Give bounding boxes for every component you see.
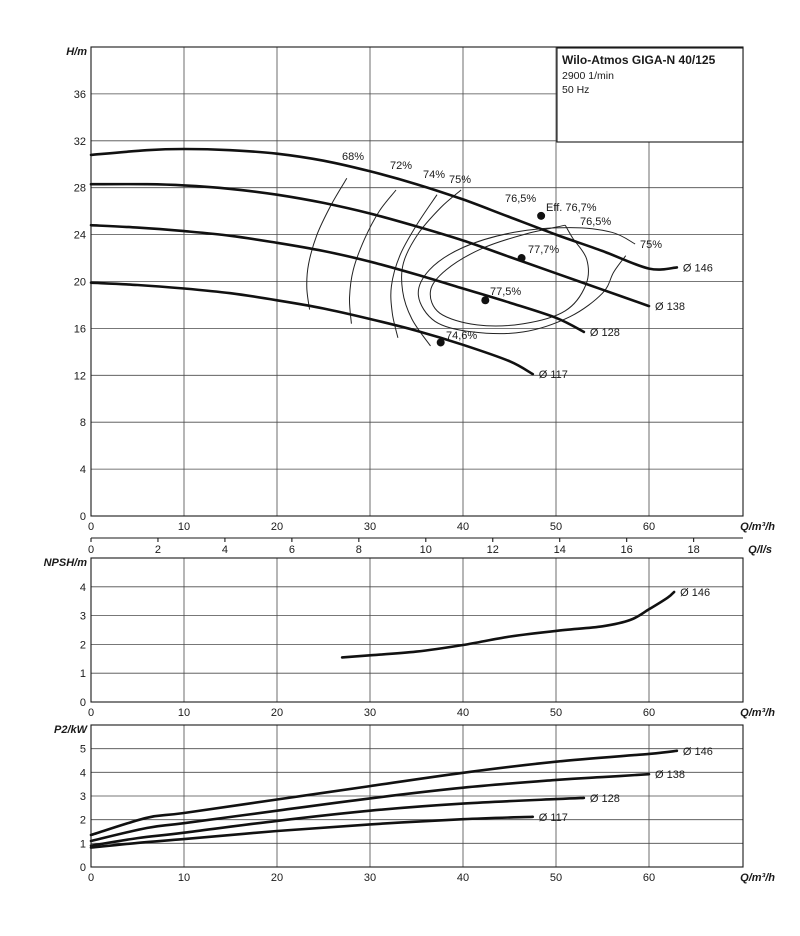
x-tick-label: 40 [456, 521, 470, 533]
y-tick-label: 32 [73, 135, 86, 148]
secondary-x-tick-label: 0 [87, 544, 95, 556]
curve-end-label: Ø 128 [589, 792, 620, 805]
y-tick-label: 0 [79, 862, 86, 874]
bep-marker [537, 212, 545, 220]
bep-marker-label: 74,6% [446, 330, 478, 342]
efficiency-label: 72% [390, 160, 413, 172]
y-tick-label: 0 [79, 697, 86, 709]
curve-end-label: Ø 146 [680, 586, 711, 599]
y-tick-label: 12 [73, 370, 86, 383]
x-axis-title: Q/m³/h [740, 872, 775, 884]
x-tick-label: 50 [549, 872, 563, 884]
secondary-x-tick-label: 12 [486, 544, 499, 556]
y-axis-title: P2/kW [53, 724, 87, 736]
impeller-curve [342, 592, 674, 657]
plot-frame [91, 558, 743, 702]
curve-end-label: Ø 146 [682, 262, 713, 275]
y-tick-label: 0 [79, 511, 86, 523]
pump-speed: 2900 1/min [562, 70, 614, 82]
curve-end-label: Ø 117 [538, 369, 568, 382]
bep-marker-label: 77,5% [490, 286, 522, 298]
x-tick-label: 30 [363, 707, 377, 719]
efficiency-label: 76,5% [580, 216, 612, 228]
secondary-x-tick-label: 2 [154, 544, 162, 556]
x-tick-label: 60 [642, 872, 656, 884]
y-tick-label: 2 [79, 814, 86, 827]
title-box [557, 48, 743, 142]
y-tick-label: 8 [79, 417, 86, 430]
secondary-x-tick-label: 6 [288, 544, 295, 556]
y-tick-label: 24 [73, 229, 86, 242]
y-axis-title: H/m [66, 46, 87, 58]
impeller-curve [91, 225, 584, 332]
efficiency-label: 75% [640, 239, 663, 251]
x-tick-label: 10 [177, 521, 191, 533]
npsh-panel [44, 557, 776, 719]
x-tick-label: 10 [177, 707, 191, 719]
curve-end-label: Ø 146 [682, 745, 713, 758]
y-tick-label: 16 [73, 323, 86, 336]
efficiency-label: 68% [342, 151, 365, 163]
y-axis-title: NPSH/m [43, 557, 87, 569]
curve-end-label: Ø 117 [538, 811, 568, 824]
x-tick-label: 0 [87, 707, 95, 719]
x-tick-label: 60 [642, 521, 656, 533]
x-tick-label: 40 [456, 872, 470, 884]
efficiency-label: 75% [449, 174, 472, 186]
secondary-x-tick-label: 14 [553, 544, 566, 556]
x-tick-label: 30 [363, 521, 377, 533]
bep-marker-label: Eff. 76,7% [546, 202, 597, 214]
x-tick-label: 0 [87, 521, 95, 533]
secondary-x-tick-label: 16 [620, 544, 633, 556]
y-tick-label: 4 [79, 464, 86, 477]
y-tick-label: 20 [73, 276, 86, 289]
y-tick-label: 28 [73, 182, 86, 195]
y-tick-label: 4 [79, 581, 86, 594]
x-axis-title: Q/m³/h [740, 707, 775, 719]
efficiency-curve [391, 195, 437, 338]
y-tick-label: 5 [79, 743, 86, 756]
x-axis-title: Q/m³/h [740, 521, 775, 533]
x-tick-label: 0 [87, 872, 95, 884]
x-tick-label: 50 [549, 521, 563, 533]
y-tick-label: 2 [79, 639, 86, 652]
curve-end-label: Ø 138 [655, 769, 685, 782]
impeller-curve [91, 798, 584, 846]
pump-title: Wilo-Atmos GIGA-N 40/125 [562, 53, 716, 67]
y-tick-label: 1 [79, 668, 86, 681]
x-tick-label: 20 [270, 707, 284, 719]
secondary-x-tick-label: 10 [419, 544, 432, 556]
efficiency-curve [418, 228, 635, 334]
x-tick-label: 50 [549, 707, 563, 719]
x-tick-label: 20 [270, 872, 284, 884]
efficiency-label: 76,5% [505, 193, 537, 205]
power-panel [54, 724, 775, 884]
y-tick-label: 3 [79, 791, 86, 803]
y-tick-label: 36 [73, 88, 86, 101]
x-tick-label: 40 [456, 707, 470, 719]
pump-frequency: 50 Hz [562, 84, 590, 96]
secondary-x-tick-label: 18 [687, 544, 700, 556]
x-tick-label: 30 [363, 872, 377, 884]
y-tick-label: 4 [79, 767, 86, 780]
secondary-x-tick-label: 8 [355, 544, 362, 556]
y-tick-label: 3 [79, 610, 86, 623]
bep-marker-label: 77,7% [528, 244, 560, 256]
curve-end-label: Ø 138 [655, 301, 685, 314]
efficiency-curve [307, 178, 347, 309]
bep-marker [518, 254, 526, 262]
y-tick-label: 1 [79, 838, 86, 851]
secondary-x-axis-title: Q/l/s [748, 544, 772, 556]
x-tick-label: 60 [642, 707, 656, 719]
x-tick-label: 10 [177, 872, 191, 884]
x-tick-label: 20 [270, 521, 284, 533]
curve-end-label: Ø 128 [589, 326, 620, 339]
bep-marker [481, 296, 489, 304]
bep-marker [437, 338, 445, 346]
efficiency-label: 74% [423, 169, 446, 181]
secondary-x-tick-label: 4 [221, 544, 228, 556]
